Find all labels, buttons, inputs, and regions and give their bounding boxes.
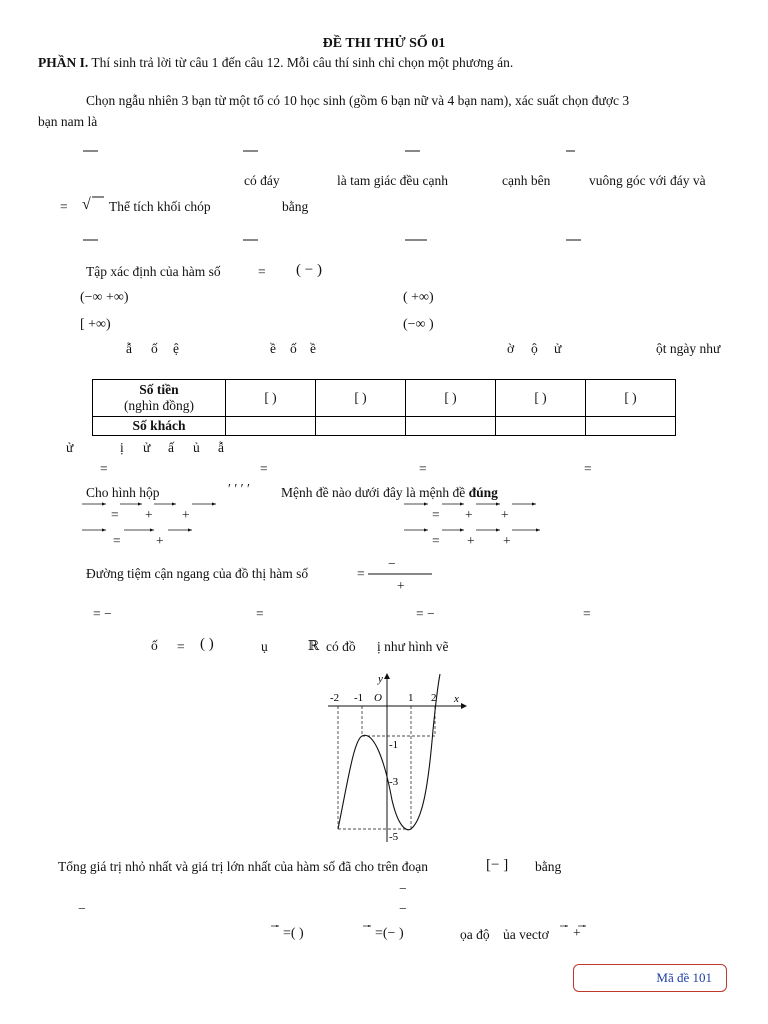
- q3-text: Tập xác định của hàm số: [86, 264, 221, 279]
- part1-instruction: Thí sinh trả lời từ câu 1 đến câu 12. Mỗi câu thí sinh chỉ chọn một phương án.: [91, 55, 514, 70]
- q5-opt-b-plus: +: [501, 507, 509, 522]
- q9-vector-v: =(− ): [375, 926, 404, 941]
- q1-text-line2: bạn nam là: [38, 114, 98, 129]
- q4-frag: ề: [310, 341, 316, 356]
- q4-after: ủ: [193, 440, 200, 455]
- table-head-amount: [93, 380, 226, 417]
- q7-frag: có đồ: [326, 639, 356, 654]
- q6-text: Đường tiệm cận ngang của đồ thị hàm số: [86, 566, 309, 581]
- q8-interval: [− ]: [486, 857, 509, 873]
- table-cell: [406, 417, 496, 436]
- y-tick-label: -5: [389, 831, 399, 843]
- q9-vector-u: =( ): [283, 926, 304, 941]
- q4-frag: ề: [270, 341, 276, 356]
- q4-frag: ẫ: [126, 341, 132, 356]
- q3-option-d: (−∞ ): [403, 317, 434, 332]
- y-tick-label: -1: [389, 739, 399, 751]
- q5-opt-a-eq: =: [111, 507, 119, 522]
- table-cell: [226, 417, 316, 436]
- q4-after: ử: [66, 440, 74, 455]
- q5-option-b-d-vectors: [402, 500, 552, 544]
- q8-option-dash: −: [399, 901, 407, 916]
- q5-text-end: Mệnh đề nào dưới đây là mệnh đề: [281, 485, 466, 500]
- q2-eq: =: [60, 199, 68, 214]
- q6-option-b: =: [256, 606, 264, 621]
- q3-option-a: (−∞ +∞): [80, 290, 129, 305]
- q6-denominator: +: [397, 578, 405, 593]
- table-cell: [496, 417, 586, 436]
- q9-frag: ủa vectơ: [503, 927, 549, 942]
- q4-frag: ệ: [173, 341, 179, 356]
- table-cell-bin: [ ): [586, 380, 676, 417]
- q5-bold-word: đúng: [468, 485, 498, 500]
- q8-option-dash: −: [399, 881, 407, 896]
- q5-opt-a-plus: +: [145, 507, 153, 522]
- q5-option-a-c-vectors: [80, 500, 230, 544]
- q3-func: ( − ): [296, 262, 322, 278]
- q5-opt-c-plus: +: [156, 533, 164, 548]
- q9-vector-arrows: [270, 922, 610, 930]
- x-axis-label: x: [454, 693, 459, 705]
- q4-after: ấ: [168, 440, 174, 455]
- q4-option-d: =: [584, 461, 592, 476]
- x-tick-label: -2: [330, 692, 340, 704]
- q5-opt-d-eq: =: [432, 533, 440, 548]
- q4-after: ử: [143, 440, 151, 455]
- q2-frag-perpendicular: vuông góc với đáy và: [589, 173, 706, 188]
- fee-table: [92, 379, 676, 436]
- q4-frag-tail: ột ngày như: [656, 341, 721, 356]
- q4-frag: ố: [151, 341, 158, 356]
- fraction-bar: [368, 573, 432, 576]
- q2-frag-edge: cạnh bên: [502, 173, 551, 188]
- q4-frag: ố: [290, 341, 297, 356]
- table-cell: [586, 417, 676, 436]
- head-amount-line1: Số tiền: [139, 382, 179, 397]
- q5-opt-a-plus: +: [182, 507, 190, 522]
- q6-eq: =: [357, 566, 365, 581]
- q4-frag: ử: [554, 341, 562, 356]
- y-tick-label: -3: [389, 776, 399, 788]
- q6-option-a: = −: [93, 606, 112, 621]
- q5-primes: ′ ′ ′ ′: [228, 481, 250, 496]
- table-head-customers: Số khách: [93, 417, 226, 436]
- q7-frag: =: [177, 639, 185, 654]
- q7-frag: ụ: [261, 639, 268, 654]
- q5-text-start: Cho hình hộp: [86, 485, 160, 500]
- q4-option-b: =: [260, 461, 268, 476]
- q7-frag: ( ): [200, 636, 214, 652]
- x-tick-label: 1: [408, 692, 414, 704]
- q6-option-c: = −: [416, 606, 435, 621]
- q9-frag: ọa độ: [460, 927, 490, 942]
- q5-opt-b-eq: =: [432, 507, 440, 522]
- q2-frag-volume: Thể tích khối chóp: [109, 199, 211, 214]
- q8-option-dash: −: [78, 901, 86, 916]
- real-numbers-symbol: ℝ: [308, 638, 320, 653]
- x-tick-label: 2: [431, 692, 437, 704]
- q1-text-line1: Chọn ngẫu nhiên 3 bạn từ một tổ có 10 học sinh (gồm 6 bạn nữ và 4 bạn nam), xác suất chọn được 3: [86, 93, 630, 108]
- q6-numerator: −: [388, 556, 396, 571]
- q4-frag: ờ: [507, 341, 515, 356]
- q5-statement: [281, 485, 498, 501]
- q7-frag: ố: [151, 638, 158, 653]
- page-title: ĐỀ THI THỬ SỐ 01: [322, 36, 446, 51]
- q1-option-fraction-bars: [0, 148, 768, 154]
- q5-opt-b-plus: +: [465, 507, 473, 522]
- table-cell-bin: [ ): [496, 380, 586, 417]
- q6-option-d: =: [583, 606, 591, 621]
- q4-after: ẫ: [218, 440, 224, 455]
- part1-label: PHẦN I.: [38, 55, 89, 70]
- q3-option-c: [ +∞): [80, 317, 111, 332]
- q2-option-fraction-bars: [0, 237, 768, 243]
- q5-opt-d-plus: +: [503, 533, 511, 548]
- q2-frag-equals: bằng: [282, 199, 309, 214]
- q8-end: bằng: [535, 859, 562, 874]
- q8-text: Tổng giá trị nhỏ nhất và giá trị lớn nhất của hàm số đã cho trên đoạn: [58, 859, 429, 874]
- x-tick-label: -1: [354, 692, 364, 704]
- q2-frag-equilateral: là tam giác đều cạnh: [337, 173, 448, 188]
- part1-heading: [38, 55, 513, 71]
- exam-code-badge: Mã đề 101: [573, 964, 727, 992]
- q4-option-c: =: [419, 461, 427, 476]
- q3-eq: =: [258, 264, 266, 279]
- sqrt-overline: [92, 196, 104, 200]
- q4-after: ị: [120, 440, 124, 455]
- table-cell-bin: [ ): [406, 380, 496, 417]
- q5-opt-d-plus: +: [467, 533, 475, 548]
- cubic-graph: [322, 670, 472, 844]
- table-row: [93, 417, 676, 436]
- q3-option-b: ( +∞): [403, 290, 434, 305]
- table-cell: [316, 417, 406, 436]
- table-row: [93, 380, 676, 417]
- origin-label: O: [374, 692, 382, 704]
- y-axis-label: y: [378, 673, 383, 685]
- table-cell-bin: [ ): [226, 380, 316, 417]
- q7-frag: ị như hình vẽ: [377, 639, 449, 654]
- q9-plus: +: [573, 925, 581, 940]
- q4-option-a: =: [100, 461, 108, 476]
- q2-frag-base: có đáy: [244, 173, 280, 188]
- q4-frag: ộ: [531, 341, 538, 356]
- q5-opt-c-eq: =: [113, 533, 121, 548]
- sqrt-symbol: √: [82, 196, 91, 213]
- head-amount-line2: (nghìn đồng): [123, 398, 195, 413]
- table-cell-bin: [ ): [316, 380, 406, 417]
